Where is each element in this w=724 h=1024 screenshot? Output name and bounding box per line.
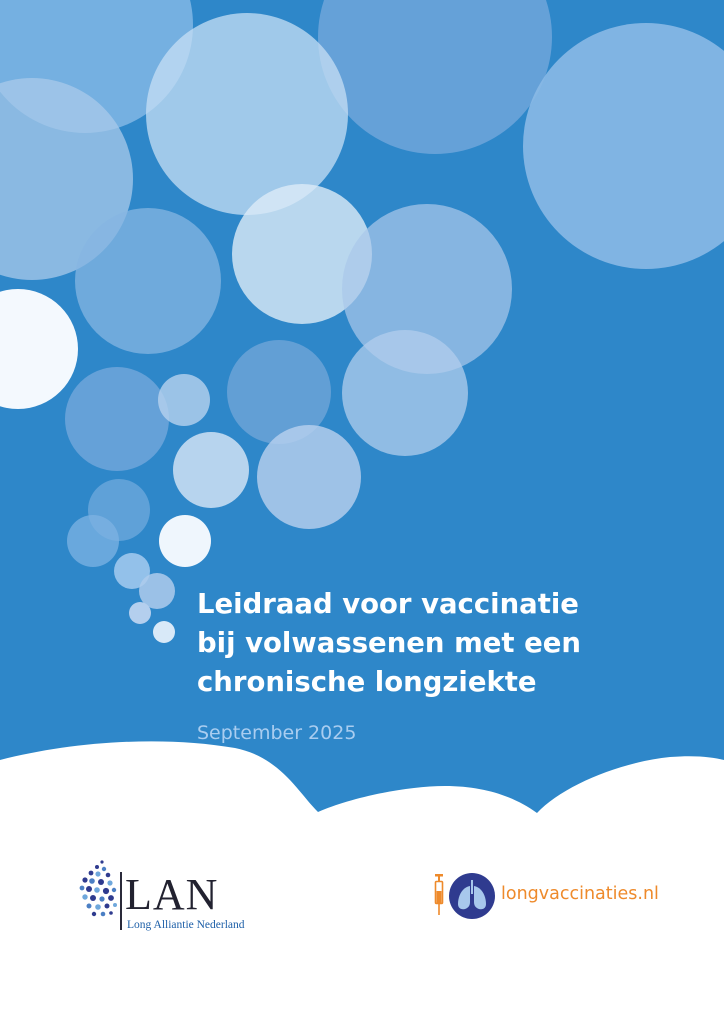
title-line: Leidraad voor vaccinatie — [197, 588, 579, 620]
publication-date: September 2025 — [197, 722, 357, 744]
longvaccinaties-wordmark: longvaccinaties.nl — [501, 884, 659, 904]
bubble — [342, 330, 468, 456]
logo-divider — [120, 872, 122, 930]
bubble — [65, 367, 169, 471]
lan-wordmark: LAN — [125, 870, 219, 919]
cover-title — [197, 585, 697, 702]
lan-subtitle: Long Alliantie Nederland — [127, 919, 245, 931]
title-line: chronische longziekte — [197, 666, 537, 698]
lan-logo — [78, 858, 268, 938]
bubble — [159, 515, 211, 567]
bubble — [146, 13, 348, 215]
bubble — [67, 515, 119, 567]
bubble — [158, 374, 210, 426]
longvaccinaties-logo — [432, 871, 672, 919]
bubble — [257, 425, 361, 529]
bubble — [75, 208, 221, 354]
lungs-icon — [449, 873, 495, 919]
syringe-icon — [432, 874, 446, 916]
lung-dots-icon — [78, 858, 124, 922]
bubble — [173, 432, 249, 508]
title-line: bij volwassenen met een — [197, 627, 581, 659]
bubble — [153, 621, 175, 643]
bubble — [129, 602, 151, 624]
